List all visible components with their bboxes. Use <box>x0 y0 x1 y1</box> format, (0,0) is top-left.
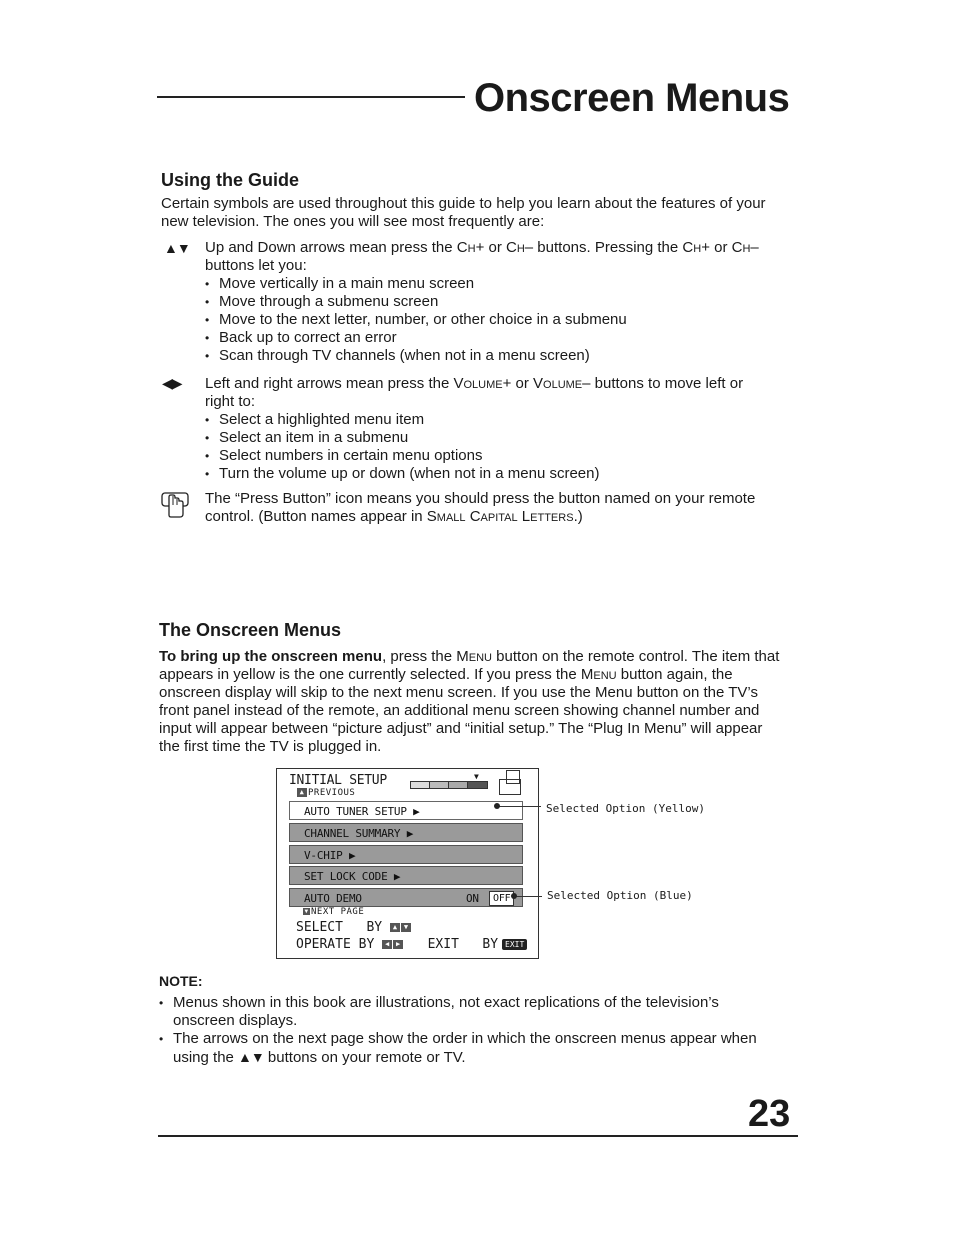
list-item: • Turn the volume up or down (when not in a menu screen) <box>205 465 600 482</box>
list-item: • Scan through TV channels (when not in a menu screen) <box>205 347 590 364</box>
screen-frame-icon <box>506 770 520 784</box>
menus-heading: The Onscreen Menus <box>159 620 342 640</box>
updown-description <box>205 239 805 365</box>
menu-row-set-lock-code: SET LOCK CODE ▶ <box>289 866 523 885</box>
demo-off-option: OFF <box>489 891 514 906</box>
press-button-icon <box>160 491 190 524</box>
list-item: • Back up to correct an error <box>205 329 397 346</box>
menu-row-channel-summary: CHANNEL SUMMARY ▶ <box>289 823 523 842</box>
page-title: Onscreen Menus <box>474 76 790 120</box>
press-line1: The “Press Button” icon means you should press the button named on your remote <box>205 490 756 507</box>
leftright-description <box>205 375 805 483</box>
callout-leader <box>514 896 542 897</box>
press-description <box>205 490 805 526</box>
menu-row-auto-tuner: AUTO TUNER SETUP ▶ <box>289 801 523 820</box>
list-item: • Move vertically in a main menu screen <box>205 275 475 292</box>
right-arrow-icon: ▶ <box>393 940 403 949</box>
menus-line: appears in yellow is the one currently selected. If you press the Menu button again, the <box>159 666 733 683</box>
screen-progress-bar <box>410 781 488 789</box>
callout-dot <box>511 893 517 899</box>
list-item: • Move through a submenu screen <box>205 293 439 310</box>
guide-intro <box>161 195 801 231</box>
leftright-bullets <box>205 411 805 483</box>
demo-on-label: ON <box>466 892 479 905</box>
bottom-rule <box>158 1135 798 1137</box>
up-arrow-icon: ▲ <box>390 923 400 932</box>
updown-arrows-icon: ▲▼ <box>238 1049 264 1065</box>
menu-row-auto-demo: AUTO DEMO ON OFF <box>289 888 523 907</box>
callout-dot <box>494 803 500 809</box>
guide-heading: Using the Guide <box>161 170 300 190</box>
callout-yellow: Selected Option (Yellow) <box>546 802 705 815</box>
screen-operate-by: OPERATE BY ◀ ▶ EXIT BY <box>296 937 499 952</box>
note-list <box>159 994 799 1067</box>
updown-arrows-icon: ▲▼ <box>164 240 190 256</box>
list-item: • Select numbers in certain menu options <box>205 447 483 464</box>
screen-next-page: ▼ NEXT PAGE <box>304 907 365 917</box>
page-number: 23 <box>748 1093 791 1135</box>
updown-line1: Up and Down arrows mean press the Ch+ or Ch– buttons. Pressing the Ch+ or Ch– <box>205 239 759 256</box>
guide-intro-line: Certain symbols are used throughout this guide to help you learn about the features of your <box>161 195 766 212</box>
menus-paragraph <box>159 648 799 756</box>
menu-row-v-chip: V-CHIP ▶ <box>289 845 523 864</box>
title-rule <box>157 96 465 98</box>
updown-bullets <box>205 275 805 365</box>
leftright-line2: right to: <box>205 393 256 410</box>
screen-previous: ▲ PREVIOUS <box>297 788 355 798</box>
menu-screen-illustration <box>276 768 539 959</box>
note-label: NOTE: <box>159 973 203 989</box>
exit-button-icon: EXIT <box>502 939 527 950</box>
updown-line2: buttons let you: <box>205 257 307 274</box>
down-arrow-icon: ▼ <box>304 908 309 915</box>
callout-leader <box>497 806 541 807</box>
menus-line: input will appear between “picture adjust” and “initial setup.” The “Plug In Menu” will appear <box>159 720 763 737</box>
list-item: • Move to the next letter, number, or other choice in a submenu <box>205 311 627 328</box>
guide-intro-line: new television. The ones you will see most frequently are: <box>161 213 545 230</box>
screen-title: INITIAL SETUP <box>289 773 387 788</box>
up-arrow-icon: ▲ <box>297 788 307 797</box>
list-item: • Menus shown in this book are illustrations, not exact replications of the television’s onscreen displays. <box>159 994 719 1029</box>
left-arrow-icon: ◀ <box>382 940 392 949</box>
list-item: • The arrows on the next page show the order in which the onscreen menus appear when using the ▲▼ buttons on your remote or TV. <box>159 1030 757 1066</box>
list-item: • Select a highlighted menu item <box>205 411 425 428</box>
down-arrow-icon: ▼ <box>401 923 411 932</box>
position-marker-icon: ▼ <box>474 772 479 781</box>
list-item: • Select an item in a submenu <box>205 429 409 446</box>
menus-line: To bring up the onscreen menu, press the Menu button on the remote control. The item that <box>159 648 780 665</box>
press-line2: control. (Button names appear in Small Capital Letters.) <box>205 508 583 525</box>
menus-line: the first time the TV is plugged in. <box>159 738 382 755</box>
leftright-line1: Left and right arrows mean press the Volume+ or Volume– buttons to move left or <box>205 375 744 392</box>
leftright-arrows-icon: ◀▶ <box>162 375 182 391</box>
menus-line: front panel instead of the remote, an additional menu screen showing channel number and <box>159 702 760 719</box>
screen-select-by: SELECT BY ▲ ▼ <box>296 920 412 935</box>
menus-line: onscreen display will skip to the next menu screen. If you use the Menu button on the TV’s <box>159 684 758 701</box>
callout-blue: Selected Option (Blue) <box>547 889 693 902</box>
